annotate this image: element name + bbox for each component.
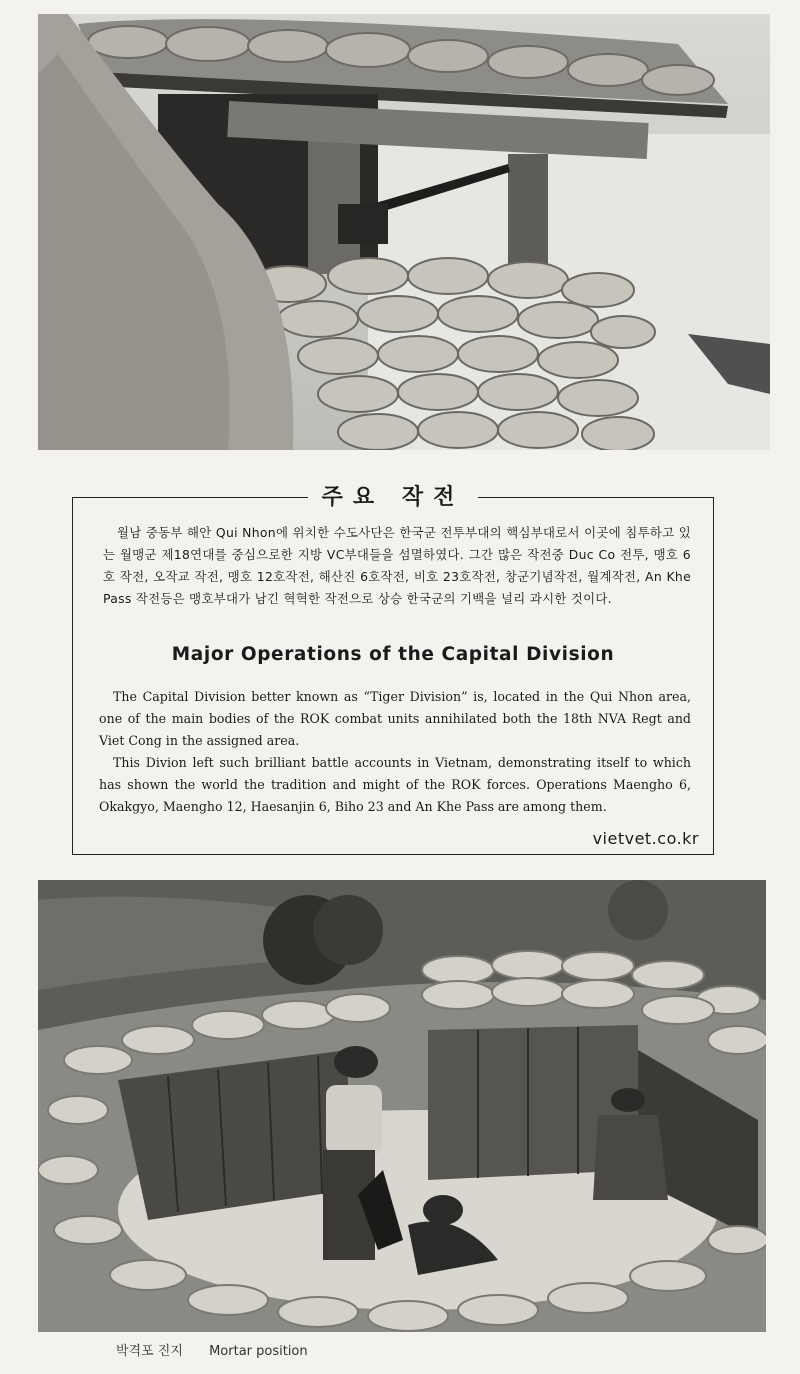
caption-english: Mortar position [209,1344,308,1359]
korean-title-text: 주요 작전 [308,485,479,510]
english-section-title: Major Operations of the Capital Division [171,644,615,665]
korean-paragraph: 월남 중동부 해안 Qui Nhon에 위치한 수도사단은 한국군 전투부대의 핵심부대로서 이곳에 침투하고 있는 월맹군 제18연대를 중심으로한 지방 VC부대들을 섬멸하였다. 그간 많은 작전중 Duc Co 전투, 맹호 6호 작전, 오작교 작전, 맹호 12호작전, 해산진 6호작전, 비호 23호작전, 창군기념작전, 월계작전, An Khe Pass 작전등은 맹호부대가 남긴 혁혁한 작전으로 상승 한국군의 기백을 널리 과시한 것이다. [103,525,691,606]
english-paragraph-2: This Divion left such brilliant battle accounts in Vietnam, demonstrating itself to which has shown the world the tradition and might of the ROK forces. Operations Maengho 6, Okakgyo, Maengho 12, Haesanjin 6, Biho 23 and An Khe Pass are among them. [99,755,691,814]
operations-text-box [72,485,714,855]
korean-section-title [73,480,713,511]
photo-sandbag-bunker [38,14,770,450]
source-url: vietvet.co.kr [592,829,699,848]
english-paragraph-1: The Capital Division better known as “Tiger Division” is, located in the Qui Nhon area, one of the main bodies of the ROK combat units annihilated both the 18th NVA Regt and Viet Cong in the assigned area. [99,689,691,748]
photo-caption [116,1340,330,1359]
caption-korean: 박격포 진지 [116,1344,183,1359]
photo-mortar-position [38,880,766,1332]
